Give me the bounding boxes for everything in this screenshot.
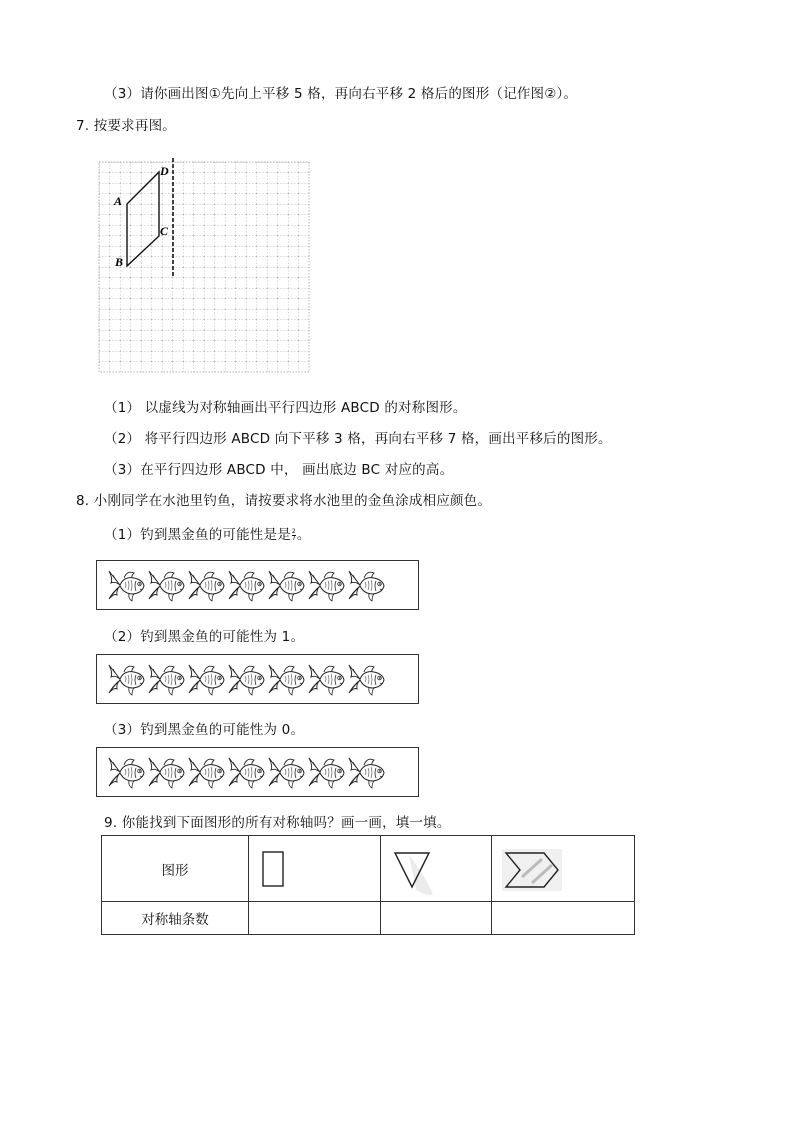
fraction-denominator: 7 (291, 534, 296, 542)
q8-sub3: （3）钓到黑金鱼的可能性为 0。 (104, 722, 305, 738)
q9-title: 9. 你能找到下面图形的所有对称轴吗？画一画，填一填。 (104, 815, 451, 831)
goldfish-icon[interactable] (307, 565, 347, 605)
rectangle-shape-icon (249, 837, 380, 901)
q7-grid (99, 162, 309, 372)
fish-pool-1 (96, 560, 419, 610)
goldfish-icon[interactable] (147, 565, 187, 605)
goldfish-icon[interactable] (347, 565, 387, 605)
goldfish-icon[interactable] (187, 565, 227, 605)
shape-chevron-cell (492, 836, 635, 902)
q8-sub2: （2）钓到黑金鱼的可能性为 1。 (104, 629, 305, 645)
shape-triangle-cell (381, 836, 492, 902)
q7-label-b: B (115, 255, 124, 269)
fish-row (107, 659, 387, 699)
triangle-shape-icon (381, 837, 491, 901)
goldfish-icon[interactable] (267, 752, 307, 792)
row2-header: 对称轴条数 (102, 902, 249, 935)
q8-sub1 (104, 523, 311, 543)
q8-sub1-fraction (292, 529, 296, 542)
q8-title: 8. 小刚同学在水池里钓鱼，请按要求将水池里的金鱼涂成相应颜色。 (76, 493, 492, 509)
q7-label-a: A (114, 194, 123, 208)
fish-row (107, 752, 387, 792)
fish-pool-2 (96, 654, 419, 704)
q8-sub1-prefix: （1）钓到黑金鱼的可能性是是 (104, 527, 291, 543)
shape-rectangle-cell (249, 836, 381, 902)
goldfish-icon[interactable] (347, 752, 387, 792)
goldfish-icon[interactable] (347, 659, 387, 699)
q7-title: 7. 按要求再图。 (76, 118, 176, 134)
fish-pool-3 (96, 747, 419, 797)
goldfish-icon[interactable] (187, 659, 227, 699)
goldfish-icon[interactable] (267, 565, 307, 605)
goldfish-icon[interactable] (227, 659, 267, 699)
goldfish-icon[interactable] (107, 565, 147, 605)
q7-sub3: （3）在平行四边形 ABCD 中， 画出底边 BC 对应的高。 (104, 462, 454, 478)
goldfish-icon[interactable] (227, 565, 267, 605)
chevron-shape-icon (492, 837, 634, 901)
q7-grid-figure (96, 158, 311, 376)
goldfish-icon[interactable] (267, 659, 307, 699)
goldfish-icon[interactable] (107, 752, 147, 792)
goldfish-icon[interactable] (227, 752, 267, 792)
answer-cell-triangle[interactable] (381, 902, 492, 935)
q7-label-c: C (160, 224, 169, 238)
answer-cell-rectangle[interactable] (249, 902, 381, 935)
q7-sub2: （2） 将平行四边形 ABCD 向下平移 3 格，再向右平移 7 格，画出平移后的图形。 (104, 431, 612, 447)
q8-sub1-suffix: 。 (296, 527, 311, 543)
row1-header: 图形 (102, 836, 249, 902)
q7-label-d: D (160, 164, 169, 178)
q6-sub3: （3）请你画出图①先向上平移 5 格，再向右平移 2 格后的图形（记作图②）。 (104, 86, 578, 102)
goldfish-icon[interactable] (147, 752, 187, 792)
answer-cell-chevron[interactable] (492, 902, 635, 935)
goldfish-icon[interactable] (187, 752, 227, 792)
goldfish-icon[interactable] (147, 659, 187, 699)
fraction-numerator: 2 (291, 527, 296, 535)
symmetry-table (101, 835, 635, 935)
q7-sub1: （1） 以虚线为对称轴画出平行四边形 ABCD 的对称图形。 (104, 400, 467, 416)
fish-row (107, 565, 387, 605)
goldfish-icon[interactable] (307, 752, 347, 792)
goldfish-icon[interactable] (107, 659, 147, 699)
goldfish-icon[interactable] (307, 659, 347, 699)
